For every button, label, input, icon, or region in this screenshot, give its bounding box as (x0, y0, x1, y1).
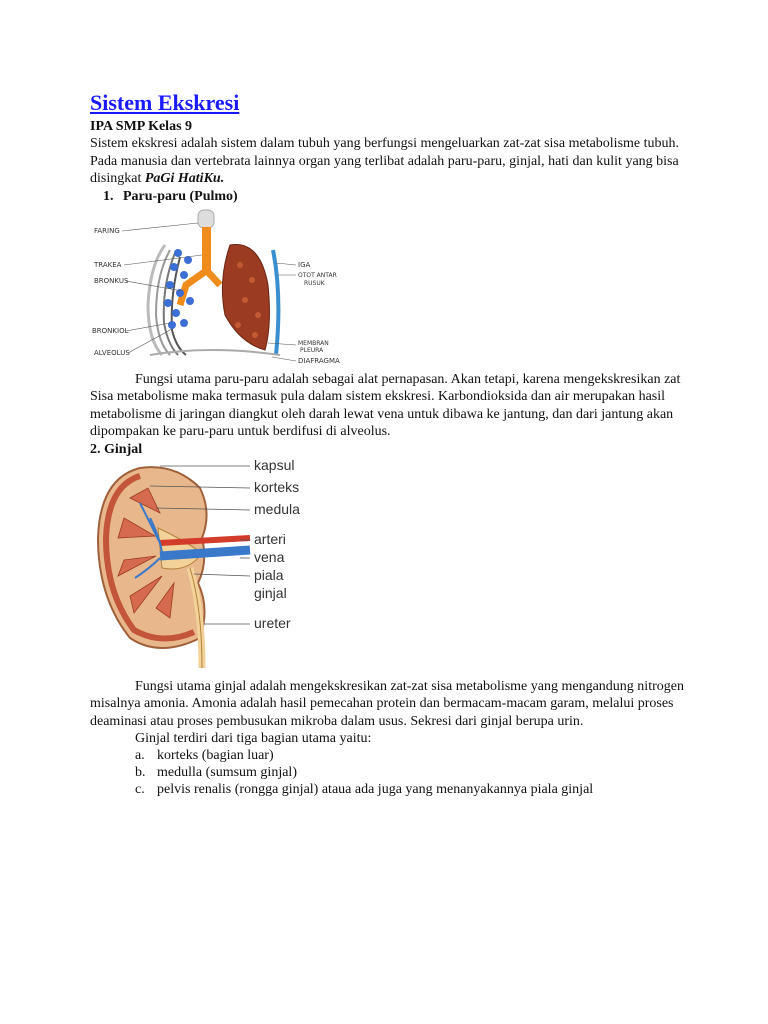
page-title[interactable]: Sistem Ekskresi (90, 90, 240, 115)
label-arteri: arteri (254, 530, 286, 547)
list-item (90, 747, 690, 764)
list-intro: Ginjal terdiri dari tiga bagian utama yaitu: (135, 731, 372, 746)
list-marker: a. (135, 748, 145, 763)
section-heading-lungs (90, 188, 690, 205)
section-heading-kidney: 2. Ginjal (90, 441, 143, 457)
kidney-diagram (90, 458, 330, 668)
list-item-text: medulla (sumsum ginjal) (157, 765, 297, 780)
label-diafragma: DIAFRAGMA (298, 356, 340, 365)
label-otot-line2: RUSUK (304, 279, 325, 287)
label-bronkus: BRONKUS (94, 276, 129, 285)
list-item-text: pelvis renalis (rongga ginjal) ataua ada juga yang menanyakannya piala ginjal (157, 782, 594, 797)
label-iga: IGA (298, 260, 311, 269)
list-item (90, 781, 690, 798)
label-bronkiol: BRONKIOL (92, 326, 129, 335)
label-ureter: ureter (254, 614, 291, 631)
label-membran-line2: PLEURA (300, 346, 324, 354)
section-number: 1. (103, 188, 114, 204)
label-medula: medula (254, 500, 300, 517)
list-item-text: korteks (bagian luar) (157, 748, 274, 763)
label-trakea: TRAKEA (94, 260, 122, 269)
section-heading-text: Paru-paru (Pulmo) (123, 188, 238, 204)
subtitle: IPA SMP Kelas 9 (90, 119, 193, 134)
list-item (90, 764, 690, 781)
label-membran-line1: MEMBRAN (298, 339, 329, 347)
label-ginjal: ginjal (254, 584, 287, 601)
label-otot-line1: OTOT ANTAR (298, 271, 337, 279)
intro-text: Sistem ekskresi adalah sistem dalam tubuh yang berfungsi mengeluarkan zat-zat sisa metabolisme tubuh. Pada manusia dan vertebrata lainnya organ yang terlibat adalah paru-paru, ginjal, hati dan kulit yang bisa disingkat (90, 136, 680, 186)
label-vena: vena (254, 548, 285, 565)
lungs-diagram (90, 205, 360, 365)
kidney-parts-list (90, 747, 690, 798)
list-marker: b. (135, 765, 146, 780)
kidney-paragraph: Fungsi utama ginjal adalah mengekskresikan zat-zat sisa metabolisme yang mengandung nitrogen misalnya amonia. Amonia adalah hasil pemecahan protein dan bermacam-macam garam, melalui proses deaminasi atau proses pembusukan mikroba dalam usus. Sekresi dari ginjal berupa urin. (90, 678, 684, 729)
document-page (90, 88, 690, 798)
intro-paragraph (90, 135, 690, 188)
intro-emphasis: PaGi HatiKu. (144, 171, 225, 186)
label-kapsul: kapsul (254, 457, 295, 473)
label-alveolus: ALVEOLUS (94, 348, 130, 357)
list-marker: c. (135, 782, 145, 797)
label-korteks: korteks (254, 478, 300, 495)
label-piala: piala (254, 566, 284, 583)
label-faring: FARING (94, 226, 120, 235)
lungs-paragraph: Fungsi utama paru-paru adalah sebagai alat pernapasan. Akan tetapi, karena mengekskresikan zat Sisa metabolisme maka termasuk pula dalam sistem ekskresi. Karbondioksida dan air merupakan hasil metabolisme di jaringan diangkut oleh darah lewat vena untuk dibawa ke jantung, dan dari jantung akan dipompakan ke paru-paru untuk berdifusi di alveolus. (90, 371, 681, 439)
